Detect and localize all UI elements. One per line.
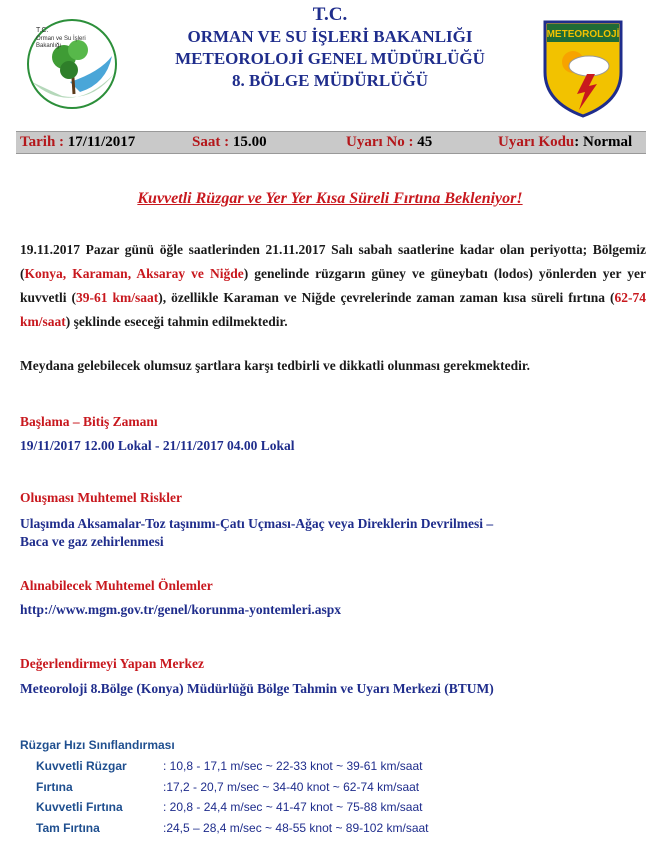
warning-description: 19.11.2017 Pazar günü öğle saatlerinden 21.11.2017 Salı sabah saatlerine kadar olan periyotta; Bölgemiz (Konya, Karaman, Aksaray ve Niğde) genelinde rüzgarın güney ve güneybatı (lodos) yönlerden yer yer kuvvetli (39-61 km/saat), özellikle Karaman ve Niğde çevrelerinde zaman zaman kısa süreli fırtına (62-74 km/saat) şeklinde eseceği tahmin edilmektedir. — [20, 242, 646, 329]
header-line-ministry: ORMAN VE SU İŞLERİ BAKANLIĞI — [187, 27, 473, 46]
wind-class-value: :24,5 – 28,4 m/sec ~ 48-55 knot ~ 89-102 km/saat — [163, 821, 429, 835]
risks-line-1: Ulaşımda Aksamalar-Toz taşınımı-Çatı Uçması-Ağaç veya Direklerin Devrilmesi – — [20, 516, 494, 531]
risks-title: Oluşması Muhtemel Riskler — [20, 490, 182, 505]
storm-speed: 62-74 km/saat — [20, 290, 646, 329]
measures-title: Alınabilecek Muhtemel Önlemler — [20, 578, 213, 593]
ministry-logo — [22, 12, 122, 112]
wind-class-name: Kuvvetli Rüzgar — [36, 759, 127, 773]
warning-number-field: Uyarı No : 45 — [346, 134, 433, 150]
risks-line-2: Baca ve gaz zehirlenmesi — [20, 534, 164, 549]
header-line-region: 8. BÖLGE MÜDÜRLÜĞÜ — [232, 71, 428, 90]
header-line-directorate: METEOROLOJİ GENEL MÜDÜRLÜĞÜ — [175, 49, 485, 68]
wind-class-value: : 10,8 - 17,1 m/sec ~ 22-33 knot ~ 39-61 km/saat — [163, 759, 423, 773]
svg-text:Orman ve Su İşleri: Orman ve Su İşleri — [36, 36, 86, 42]
svg-text:METEOROLOJİ: METEOROLOJİ — [546, 29, 620, 40]
warning-headline: Kuvvetli Rüzgar ve Yer Yer Kısa Süreli Fırtına Bekleniyor! — [137, 190, 523, 207]
warning-code-field: Uyarı Kodu: Normal — [498, 134, 633, 150]
wind-class-name: Kuvvetli Fırtına — [36, 800, 123, 814]
wind-classification-title: Rüzgar Hızı Sınıflandırması — [20, 738, 175, 752]
warning-info-bar — [16, 131, 646, 154]
header-titles — [150, 4, 510, 92]
svg-text:T.C.: T.C. — [36, 27, 49, 34]
strong-wind-speed: 39-61 km/saat — [76, 290, 159, 305]
wind-row — [0, 759, 660, 779]
header-line-tc: T.C. — [312, 4, 348, 25]
wind-class-name: Fırtına — [36, 780, 73, 794]
center-title: Değerlendirmeyi Yapan Merkez — [20, 656, 204, 671]
wind-class-value: : 20,8 - 24,4 m/sec ~ 41-47 knot ~ 75-88 km/saat — [163, 800, 423, 814]
center-value: Meteoroloji 8.Bölge (Konya) Müdürlüğü Bölge Tahmin ve Uyarı Merkezi (BTUM) — [20, 681, 494, 696]
document-header — [0, 0, 660, 128]
affected-regions: Konya, Karaman, Aksaray ve Niğde — [24, 266, 244, 281]
wind-row — [0, 800, 660, 820]
meteoroloji-emblem — [543, 20, 623, 118]
start-end-value: 19/11/2017 12.00 Lokal - 21/11/2017 04.00 Lokal — [20, 438, 295, 453]
date-field: Tarih : 17/11/2017 — [20, 134, 136, 150]
wind-class-name: Tam Fırtına — [36, 821, 100, 835]
advice-text: Meydana gelebilecek olumsuz şartlara karşı tedbirli ve dikkatli olunması gerekmektedir. — [20, 358, 530, 373]
measures-link[interactable]: http://www.mgm.gov.tr/genel/korunma-yontemleri.aspx — [20, 602, 341, 617]
wind-row — [0, 821, 660, 841]
wind-class-value: :17,2 - 20,7 m/sec ~ 34-40 knot ~ 62-74 km/saat — [163, 780, 420, 794]
time-field: Saat : 15.00 — [192, 134, 267, 150]
start-end-title: Başlama – Bitiş Zamanı — [20, 414, 158, 429]
svg-text:Bakanlığı: Bakanlığı — [36, 43, 62, 49]
wind-row — [0, 780, 660, 800]
